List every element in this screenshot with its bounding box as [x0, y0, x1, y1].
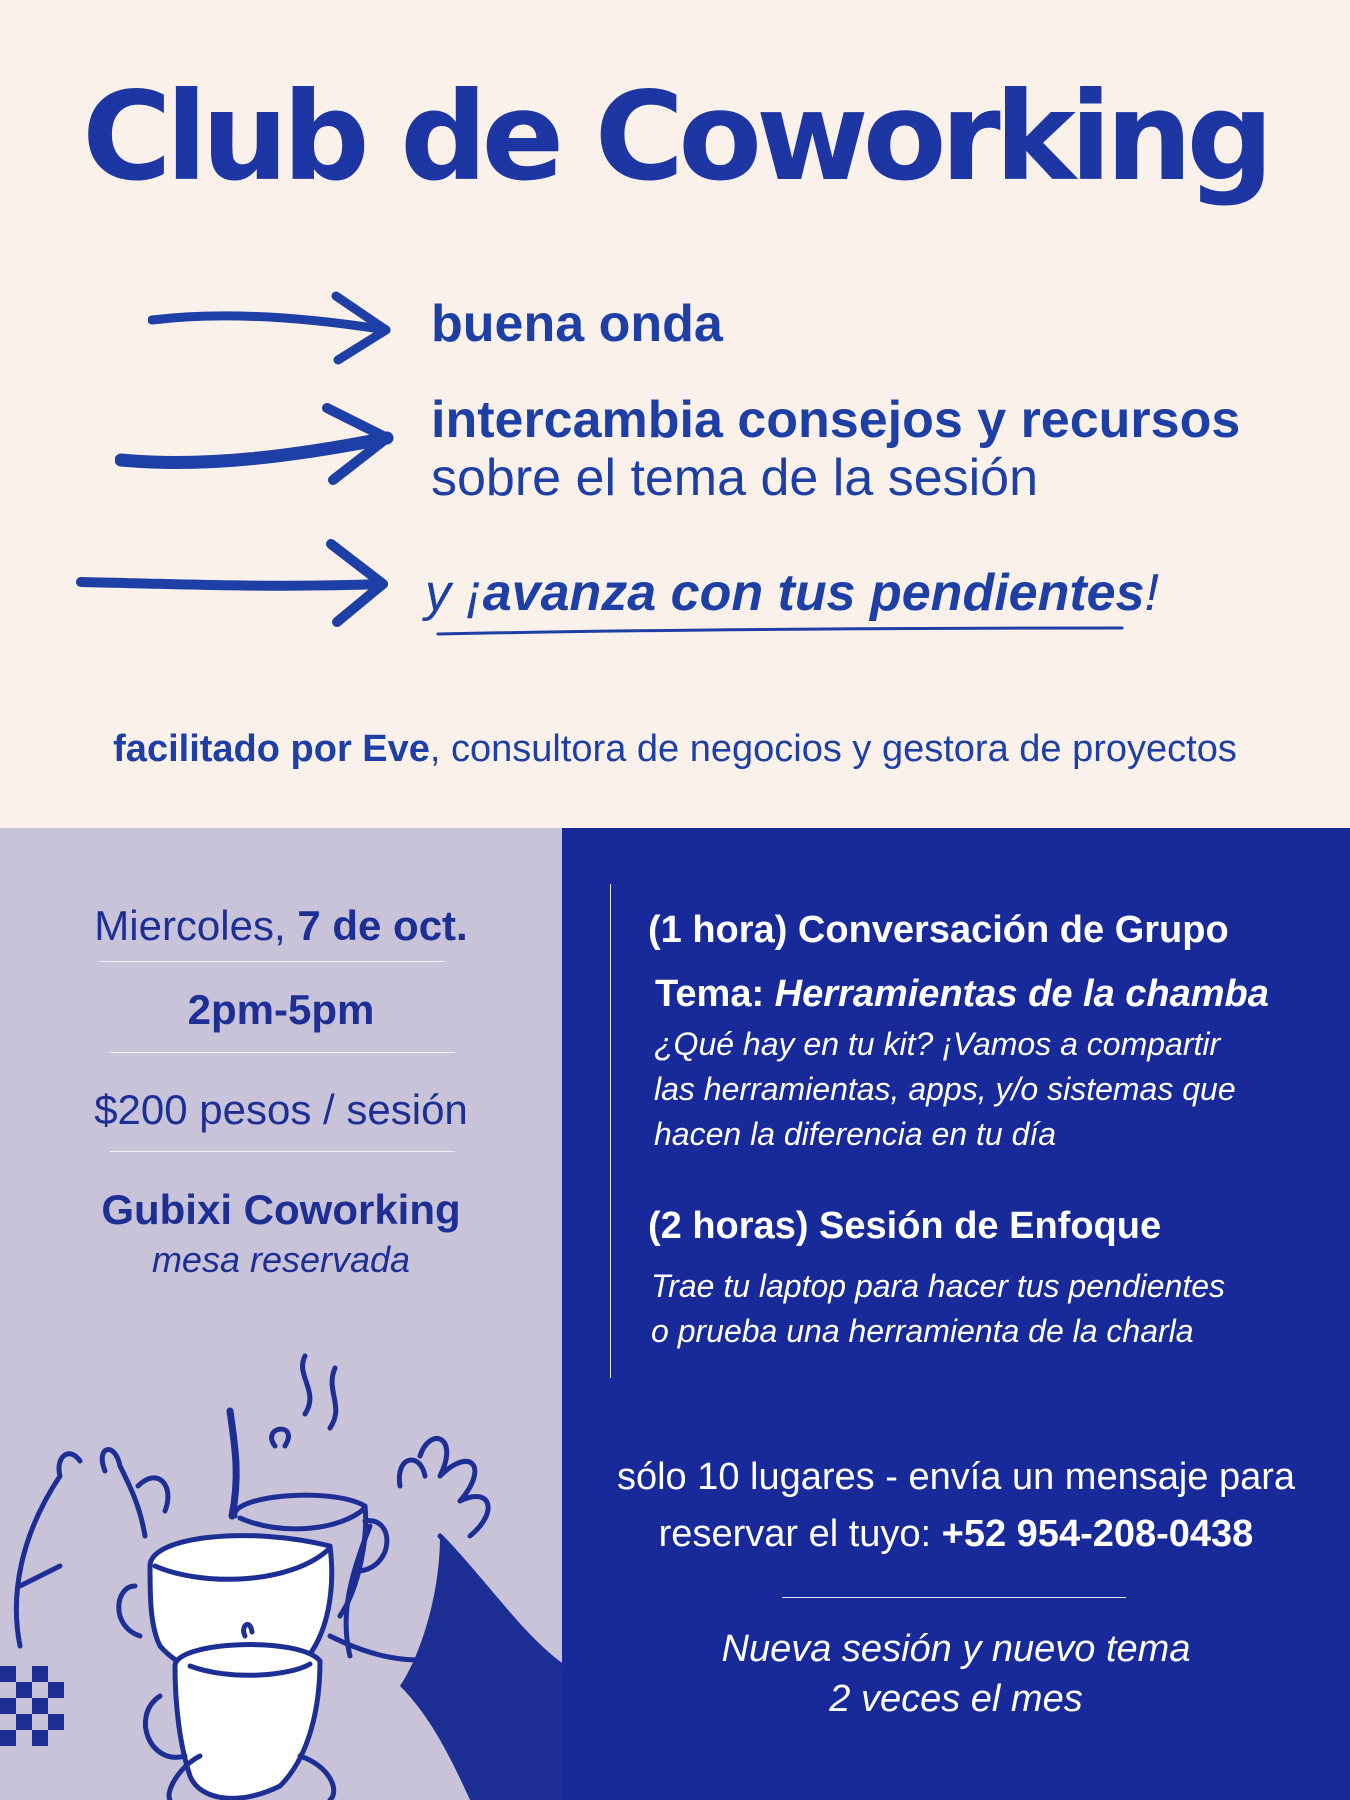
schedule-note-line: Nueva sesión y nuevo tema — [721, 1628, 1191, 1670]
booking-info — [562, 1449, 1350, 1563]
phone-number: +52 954-208-0438 — [941, 1513, 1254, 1555]
event-date — [0, 902, 562, 950]
divider — [110, 1151, 455, 1152]
arrow-right-icon — [148, 288, 398, 368]
schedule-note — [562, 1624, 1350, 1724]
block2-desc-line: o prueba una herramienta de la charla — [651, 1313, 1194, 1349]
block2-title: Sesión de Enfoque — [819, 1205, 1162, 1247]
booking-contact — [562, 1506, 1350, 1563]
topic-desc-line: hacen la diferencia en tu día — [654, 1116, 1057, 1152]
venue-note: mesa reservada — [151, 1239, 411, 1280]
facilitator-role: , consultora de negocios y gestora de proyectos — [429, 728, 1237, 770]
event-time: 2pm-5pm — [187, 986, 375, 1033]
arrow-right-icon — [115, 398, 400, 488]
schedule-note-line: 2 veces el mes — [829, 1678, 1083, 1720]
coffee-cups-illustration — [0, 1336, 562, 1800]
divider — [100, 961, 445, 962]
block2-desc-line: Trae tu laptop para hacer tus pendientes — [651, 1268, 1225, 1304]
benefit-item-1: buena onda — [431, 295, 723, 353]
arrow-right-icon — [75, 530, 395, 630]
details-panel — [0, 828, 562, 1800]
benefit-item-2-detail: sobre el tema de la sesión — [431, 449, 1039, 507]
divider — [110, 1052, 455, 1053]
topic-label: Tema: — [655, 973, 765, 1015]
block2-description — [651, 1264, 1225, 1354]
divider — [782, 1597, 1126, 1598]
page-title: Club de Coworking — [82, 66, 1268, 208]
topic-name: Herramientas de la chamba — [774, 973, 1269, 1015]
benefit-item-3-bold: avanza con tus pendientes — [482, 564, 1145, 622]
event-day: Miercoles, — [94, 902, 286, 949]
benefit-item-2: intercambia consejos y recursos — [431, 391, 1241, 449]
vertical-divider — [610, 884, 611, 1378]
event-price: $200 pesos / sesión — [94, 1086, 468, 1133]
topic-desc-line: las herramientas, apps, y/o sistemas que — [654, 1071, 1236, 1107]
topic-description — [654, 1022, 1236, 1157]
benefit-item-3-suffix: ! — [1144, 564, 1159, 622]
underline-stroke — [436, 622, 1126, 642]
booking-prefix: reservar el tuyo: — [658, 1513, 942, 1555]
block2-duration: (2 horas) — [648, 1205, 809, 1247]
facilitator-name: facilitado por Eve — [113, 728, 430, 770]
block2-heading — [648, 1205, 1161, 1248]
facilitator-credit — [0, 728, 1350, 771]
topic-desc-line: ¿Qué hay en tu kit? ¡Vamos a compartir — [654, 1026, 1221, 1062]
block1-heading — [648, 909, 1229, 952]
venue-name: Gubixi Coworking — [101, 1186, 461, 1233]
topic-heading — [655, 973, 1269, 1016]
benefit-item-3 — [425, 563, 1159, 623]
block1-title: Conversación de Grupo — [797, 909, 1229, 951]
header-section — [0, 0, 1350, 828]
benefit-item-3-prefix: y ¡ — [425, 564, 483, 622]
event-date-value: 7 de oct. — [297, 902, 468, 949]
booking-line: sólo 10 lugares - envía un mensaje para — [616, 1456, 1296, 1498]
block1-duration: (1 hora) — [648, 909, 788, 951]
